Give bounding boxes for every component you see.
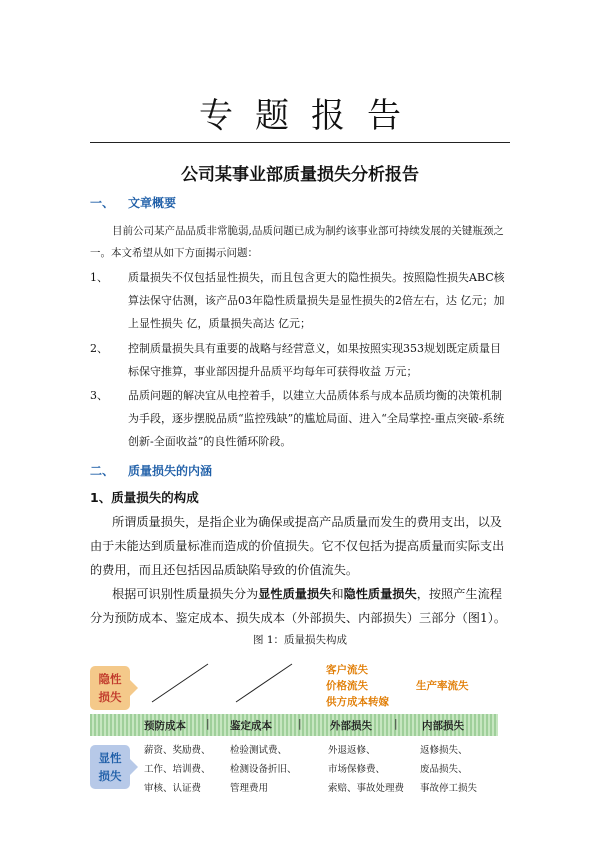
prevention-cost-items <box>144 741 211 798</box>
section2-title: 质量损失的内涵 <box>128 464 213 478</box>
list-item-number: 1、 <box>90 271 108 284</box>
list-item: 事故停工损失 <box>420 783 478 794</box>
hidden-losses-left <box>326 662 389 710</box>
category-separator: | <box>206 718 210 730</box>
external-loss-items <box>328 741 404 798</box>
hidden-loss-tag: 隐性损失 <box>90 666 130 710</box>
category-prevention: 预防成本 <box>144 720 186 732</box>
list-item: 外退返修、 <box>328 745 376 756</box>
category-separator: | <box>298 718 302 730</box>
para2-and: 和 <box>331 587 344 601</box>
visible-loss-tag: 显性损失 <box>90 745 130 789</box>
section2-paragraph-1: 所谓质量损失，是指企业为确保或提高产品质量而发生的费用支出，以及由于未能达到质量标准而造成的价值损失。它不仅包括为提高质量而实际支出的费用，而且还包括因品质缺陷导致的价值流失。 <box>90 515 505 577</box>
list-item: 审核、认证费 <box>144 783 202 794</box>
implicit-loss-term: 隐性质量损失 <box>343 587 417 601</box>
appraisal-cost-items <box>230 741 297 798</box>
list-item: 废品损失、 <box>420 764 468 775</box>
diagonal-line-2 <box>236 664 292 702</box>
list-item: 管理费用 <box>230 783 269 794</box>
section2-number: 二、 <box>90 464 115 478</box>
explicit-loss-term: 显性质量损失 <box>258 587 332 601</box>
list-item-text: 质量损失不仅包括显性损失，而且包含更大的隐性损失。按照隐性损失ABC核算法保守估测，该产品03年隐性质量损失是显性损失的2倍左右，达 亿元；加上显性损失 亿，质量损失高达 亿元； <box>128 271 505 330</box>
para2-prefix: 根据可识别性质量损失分为 <box>112 587 259 601</box>
hidden-loss-productivity: 生产率流失 <box>416 680 469 692</box>
internal-loss-items <box>420 741 477 798</box>
category-internal-loss: 内部损失 <box>422 720 464 732</box>
category-external-loss: 外部损失 <box>330 720 372 732</box>
list-item: 检测设备折旧、 <box>230 764 297 775</box>
list-item-text: 品质问题的解决宜从电控着手，以建立大品质体系与成本品质均衡的决策机制为手段，逐步摆脱品质“监控残缺”的尴尬局面、进入“全局掌控-重点突破-系统创新-全面收益”的良性循环阶段。 <box>128 389 505 448</box>
para2-suffix: ，按照产生流程分为预防成本、鉴定成本、损失成本（外部损失、内部损失）三部分（图1）。 <box>90 587 507 625</box>
list-item-number: 3、 <box>90 389 108 402</box>
figure-caption: 图 1：质量损失构成 <box>252 634 348 646</box>
list-item-text: 控制质量损失具有重要的战略与经营意义，如果按照实现353规划既定质量目标保守推算，事业部因提升品质平均每年可获得收益 万元； <box>128 342 501 378</box>
list-item: 返修损失、 <box>420 745 468 756</box>
list-item: 薪资、奖励费、 <box>144 745 211 756</box>
diagonal-line-1 <box>152 664 208 702</box>
section1-intro: 目前公司某产品品质非常脆弱,品质问题已成为制约该事业部可持续发展的关键瓶颈之一。本文希望从如下方面揭示问题： <box>90 225 504 259</box>
hidden-loss-item: 价格流失 <box>326 680 368 692</box>
category-separator: | <box>394 718 398 730</box>
list-item: 索赔、事故处理费 <box>328 783 405 794</box>
section2-subheading: 1、质量损失的构成 <box>90 490 199 505</box>
list-item: 工作、培训费、 <box>144 764 211 775</box>
category-appraisal: 鉴定成本 <box>230 720 272 732</box>
page-title: 专题报告 <box>199 96 423 136</box>
list-item: 检验测试费、 <box>230 745 288 756</box>
hidden-loss-item: 供方成本转嫁 <box>326 696 389 708</box>
list-item-number: 2、 <box>90 342 108 355</box>
hidden-loss-item: 客户流失 <box>326 664 368 676</box>
section1-number: 一、 <box>90 196 115 210</box>
report-title: 公司某事业部质量损失分析报告 <box>181 165 419 185</box>
list-item: 市场保修费、 <box>328 764 386 775</box>
section1-title: 文章概要 <box>128 196 177 210</box>
visible-loss-tag-arrow <box>130 759 138 775</box>
cost-category-band <box>90 714 498 736</box>
